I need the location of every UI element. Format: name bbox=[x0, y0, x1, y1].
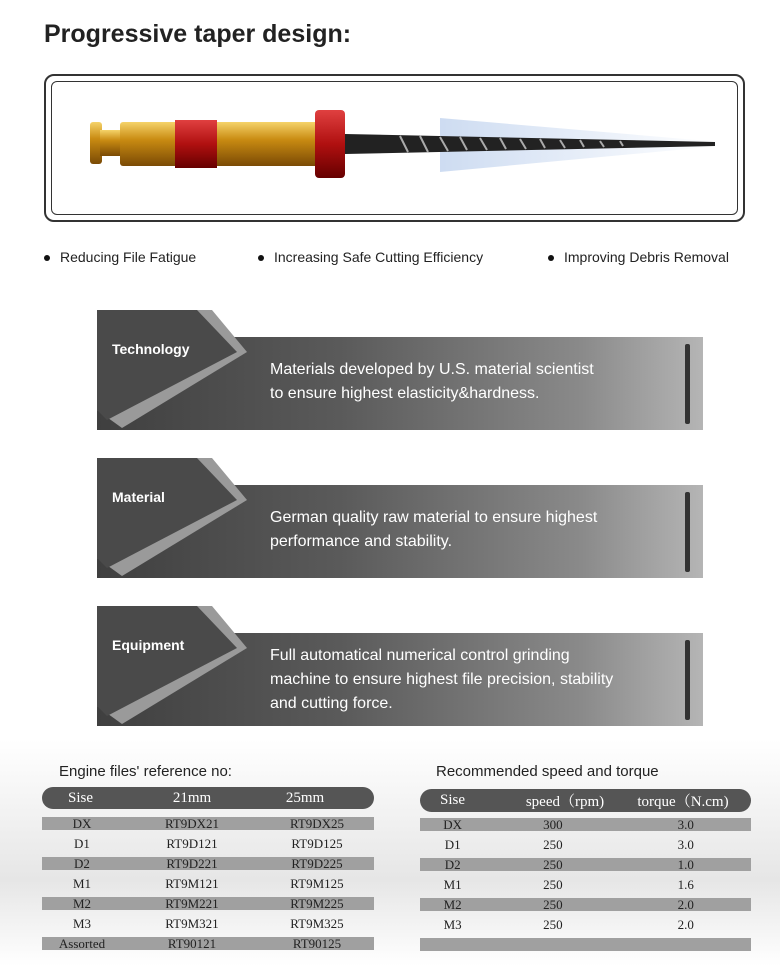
table-row bbox=[420, 875, 751, 895]
bullet-text: Improving Debris Removal bbox=[564, 249, 729, 265]
table-cell: DX bbox=[443, 816, 463, 832]
table-cell: M1 bbox=[443, 877, 462, 892]
table-cell: M2 bbox=[72, 895, 92, 911]
table-row bbox=[420, 915, 751, 935]
panel-description: Full automatical numerical control grinding machine to ensure highest file precision, stability and cutting force. bbox=[270, 647, 614, 712]
table-cell: 250 bbox=[543, 856, 563, 872]
table-cell: 1.6 bbox=[677, 877, 694, 892]
table-row bbox=[420, 898, 751, 911]
panel-divider bbox=[685, 344, 690, 424]
table-cell: RT90125 bbox=[292, 935, 342, 951]
table-row bbox=[420, 835, 751, 855]
panel-tab bbox=[97, 606, 247, 726]
panel-tab bbox=[97, 458, 247, 578]
table-cell: RT9D125 bbox=[291, 836, 343, 851]
panel-label: Technology bbox=[112, 341, 190, 357]
panel-label: Material bbox=[112, 489, 165, 505]
table-cell: DX bbox=[72, 815, 92, 831]
bullet-text: Increasing Safe Cutting Efficiency bbox=[274, 249, 484, 265]
table-cell: Assorted bbox=[58, 935, 106, 951]
table-row bbox=[42, 834, 374, 854]
panel-description: Materials developed by U.S. material scientist to ensure highest elasticity&hardness. bbox=[270, 361, 594, 402]
table-cell: 3.0 bbox=[677, 837, 694, 852]
bullet-cutting-efficiency bbox=[258, 249, 483, 265]
table-cell: M1 bbox=[72, 876, 92, 891]
table-header: Sise speed（rpm) torque（N.cm) bbox=[420, 789, 751, 812]
table-cell: M3 bbox=[72, 916, 92, 931]
table-cell: 2.0 bbox=[677, 896, 694, 912]
table-cell: D2 bbox=[444, 856, 461, 872]
table-cell: M2 bbox=[443, 896, 462, 912]
table-cell: RT9DX25 bbox=[289, 815, 345, 831]
speed-table bbox=[420, 789, 751, 955]
table-header: Sise 21mm 25mm bbox=[42, 787, 374, 809]
table-cell: 250 bbox=[543, 877, 563, 892]
table-row bbox=[42, 897, 374, 910]
table-row bbox=[42, 914, 374, 934]
table-cell: 1.0 bbox=[677, 856, 694, 872]
table-cell: 250 bbox=[543, 917, 563, 932]
panel-label: Equipment bbox=[112, 637, 185, 653]
table-cell: RT9D225 bbox=[291, 855, 343, 871]
panel-tab bbox=[97, 310, 247, 430]
table-cell: RT90121 bbox=[167, 935, 217, 951]
table-row bbox=[420, 938, 751, 951]
table-row bbox=[42, 874, 374, 894]
table-cell: 2.0 bbox=[677, 917, 694, 932]
table-cell: RT9D121 bbox=[166, 836, 218, 851]
table-row bbox=[42, 857, 374, 870]
endodontic-file-illustration bbox=[0, 0, 780, 240]
page-title: Progressive taper design: bbox=[44, 20, 352, 48]
equipment-panel bbox=[97, 606, 703, 726]
table-cell: D2 bbox=[74, 855, 90, 871]
table-cell: RT9D221 bbox=[166, 855, 218, 871]
table-cell: D1 bbox=[444, 837, 461, 852]
material-panel bbox=[97, 458, 703, 578]
table-row bbox=[420, 818, 751, 831]
panel-divider bbox=[685, 640, 690, 720]
table-cell: 250 bbox=[543, 896, 563, 912]
table-cell: RT9DX21 bbox=[164, 815, 220, 831]
bullet-text: Reducing File Fatigue bbox=[60, 249, 197, 265]
table-cell: M3 bbox=[443, 917, 462, 932]
table-row bbox=[42, 937, 374, 950]
bullet-reducing-fatigue bbox=[44, 249, 196, 265]
speed-table-title: Recommended speed and torque bbox=[436, 763, 659, 780]
panel-divider bbox=[685, 492, 690, 572]
ref-table bbox=[42, 787, 374, 954]
table-cell: 3.0 bbox=[677, 816, 694, 832]
table-cell: RT9M321 bbox=[165, 916, 219, 931]
technology-panel bbox=[97, 310, 703, 430]
table-row bbox=[420, 858, 751, 871]
table-cell: 250 bbox=[543, 837, 563, 852]
ref-table-title: Engine files' reference no: bbox=[59, 763, 232, 780]
table-cell: 300 bbox=[543, 816, 563, 832]
table-cell: RT9M121 bbox=[165, 876, 219, 891]
panel-description: German quality raw material to ensure highest performance and stability. bbox=[270, 509, 598, 550]
table-cell: D1 bbox=[74, 836, 90, 851]
table-row bbox=[42, 817, 374, 830]
table-cell: RT9M125 bbox=[290, 876, 344, 891]
bullet-debris-removal bbox=[548, 249, 729, 265]
table-cell: RT9M221 bbox=[165, 895, 219, 911]
table-cell: RT9M325 bbox=[290, 916, 344, 931]
table-cell: RT9M225 bbox=[290, 895, 344, 911]
